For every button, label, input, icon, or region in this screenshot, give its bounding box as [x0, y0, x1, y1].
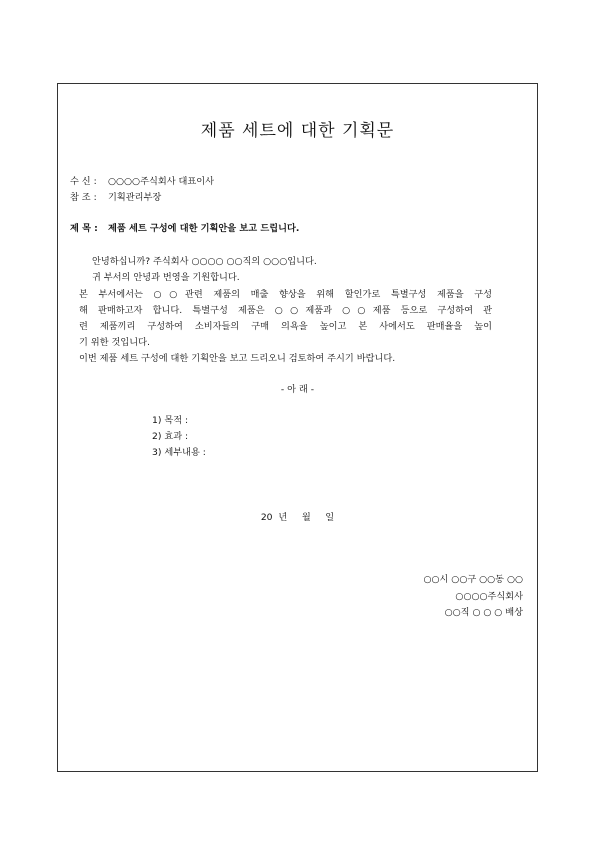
document-title: 제품 세트에 대한 기획문: [200, 121, 395, 141]
subject-label: 제 목 :: [70, 223, 98, 234]
sender-signer: ○○직 ○ ○ ○ 배상: [444, 607, 523, 618]
subject-value: 제품 세트 구성에 대한 기획안을 보고 드립니다.: [108, 223, 300, 234]
body-line-6: 기 위한 것입니다.: [79, 337, 150, 348]
body-line-5: 련 제품끼리 구성하여 소비자들의 구매 의욕을 높이고 본 사에서도 판매율을 높이: [79, 321, 492, 332]
body-line-4: 해 판매하고자 합니다. 특별구성 제품은 ○○제품과 ○○제품 등으로 구성하여 관: [79, 305, 492, 316]
reference-value: 기획관리부장: [108, 192, 162, 203]
item-purpose: 1) 목적 :: [152, 415, 189, 426]
body-line-1: 안녕하십니까? 주식회사 ○○○○ ○○직의 ○○○입니다.: [92, 256, 317, 267]
reference-row: [70, 192, 161, 204]
body-line-2: 귀 부서의 안녕과 번영을 기원합니다.: [92, 272, 240, 283]
sender-address: ○○시 ○○구 ○○동 ○○: [423, 574, 523, 585]
recipient-label: 수 신 :: [70, 176, 97, 187]
item-effect: 2) 효과 :: [152, 431, 189, 442]
sender-company: ○○○○주식회사: [455, 591, 523, 602]
reference-label: 참 조 :: [70, 192, 97, 203]
body-line-3: 본 부서에서는 ○○관련 제품의 매출 향상을 위해 할인가로 특별구성 제품을 구성: [79, 289, 492, 300]
document-date: 20 년 월 일: [260, 512, 335, 523]
item-details: 3) 세부내용 :: [152, 447, 206, 458]
recipient-row: [70, 176, 214, 188]
body-line-7: 이번 제품 세트 구성에 대한 기획안을 보고 드리오니 검토하여 주시기 바랍니다.: [79, 353, 396, 364]
recipient-value: ○○○○주식회사 대표이사: [108, 176, 214, 187]
subject-row: [70, 223, 299, 235]
notice-heading: - 아 래 -: [280, 384, 315, 395]
